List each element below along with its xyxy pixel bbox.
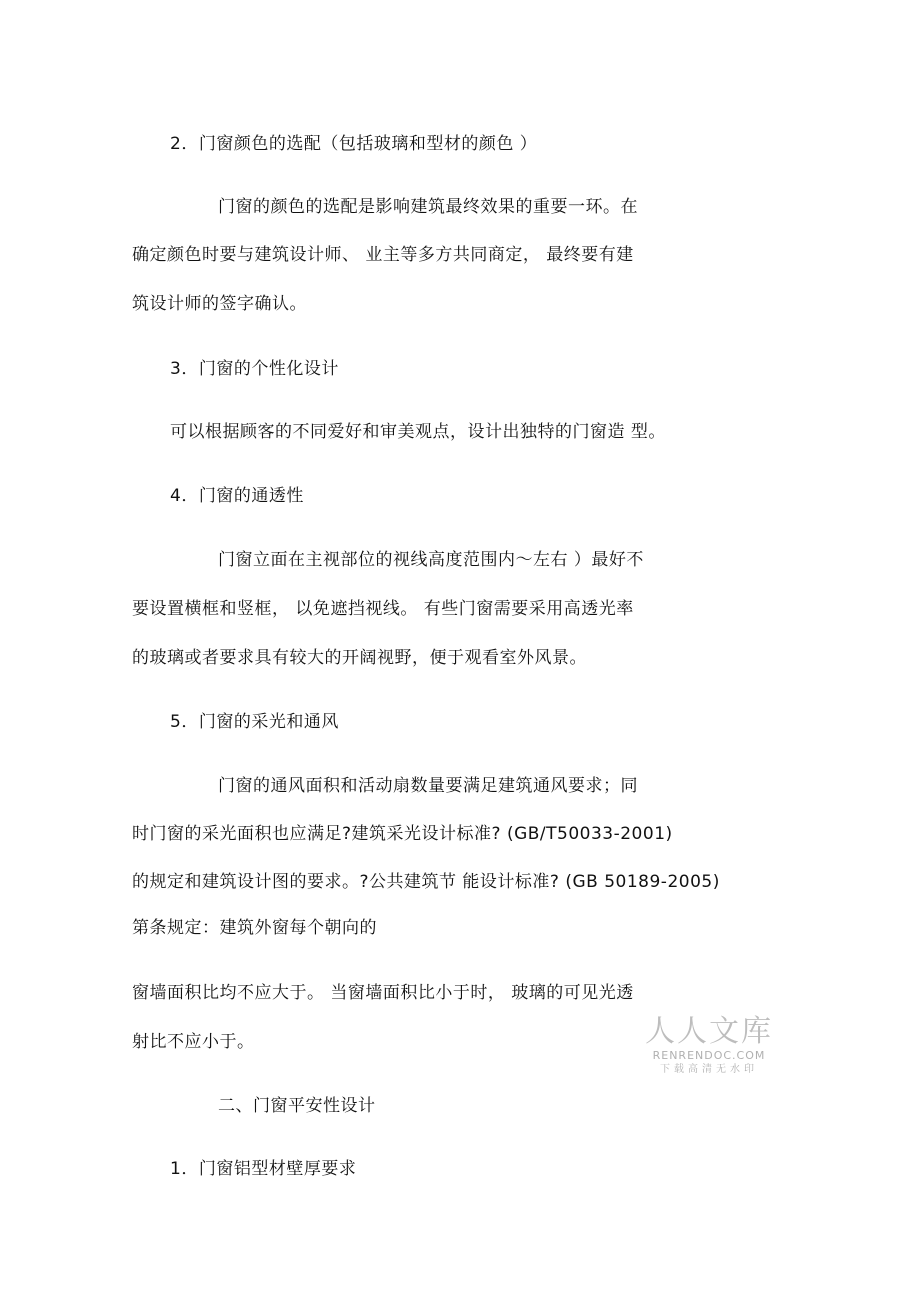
paragraph-line: 射比不应小于。	[132, 1032, 255, 1052]
paragraph-line: 时门窗的采光面积也应满足?建筑采光设计标准? (GB/T50033-2001)	[132, 824, 673, 844]
paragraph-line: 的玻璃或者要求具有较大的开阔视野，便于观看室外风景。	[132, 648, 587, 668]
paragraph-line: 筑设计师的签字确认。	[132, 294, 307, 314]
paragraph-line: 门窗的通风面积和活动扇数量要满足建筑通风要求；同	[218, 776, 638, 796]
section-heading-personalized-design: 3．门窗的个性化设计	[170, 359, 339, 379]
watermark-logo	[644, 1015, 774, 1077]
section-heading-transparency: 4．门窗的通透性	[170, 486, 304, 506]
paragraph-line: 确定颜色时要与建筑设计师、 业主等多方共同商定， 最终要有建	[132, 245, 634, 265]
paragraph-line: 第条规定：建筑外窗每个朝向的	[132, 918, 377, 938]
section-heading-lighting-ventilation: 5．门窗的采光和通风	[170, 712, 339, 732]
paragraph-line: 要设置横框和竖框， 以免遮挡视线。 有些门窗需要采用高透光率	[132, 599, 634, 619]
paragraph-line: 可以根据顾客的不同爱好和审美观点，设计出独特的门窗造 型。	[170, 422, 666, 442]
section-heading-profile-wall-thickness: 1．门窗铝型材壁厚要求	[170, 1159, 357, 1179]
part-heading-safety-design: 二、门窗平安性设计	[218, 1096, 376, 1116]
section-heading-color-selection: 2．门窗颜色的选配（包括玻璃和型材的颜色 ）	[170, 134, 538, 154]
paragraph-line: 窗墙面积比均不应大于。 当窗墙面积比小于时， 玻璃的可见光透	[132, 983, 634, 1003]
paragraph-line: 的规定和建筑设计图的要求。?公共建筑节 能设计标准? (GB 50189-2005)	[132, 872, 720, 892]
watermark-title: 人人文库	[645, 1014, 773, 1049]
watermark-url: RENRENDOC.COM	[652, 1049, 766, 1062]
paragraph-line: 门窗立面在主视部位的视线高度范围内～左右 ）最好不	[218, 550, 644, 570]
watermark-tagline: 下载高清无水印	[660, 1064, 758, 1075]
paragraph-line: 门窗的颜色的选配是影响建筑最终效果的重要一环。在	[218, 197, 638, 217]
